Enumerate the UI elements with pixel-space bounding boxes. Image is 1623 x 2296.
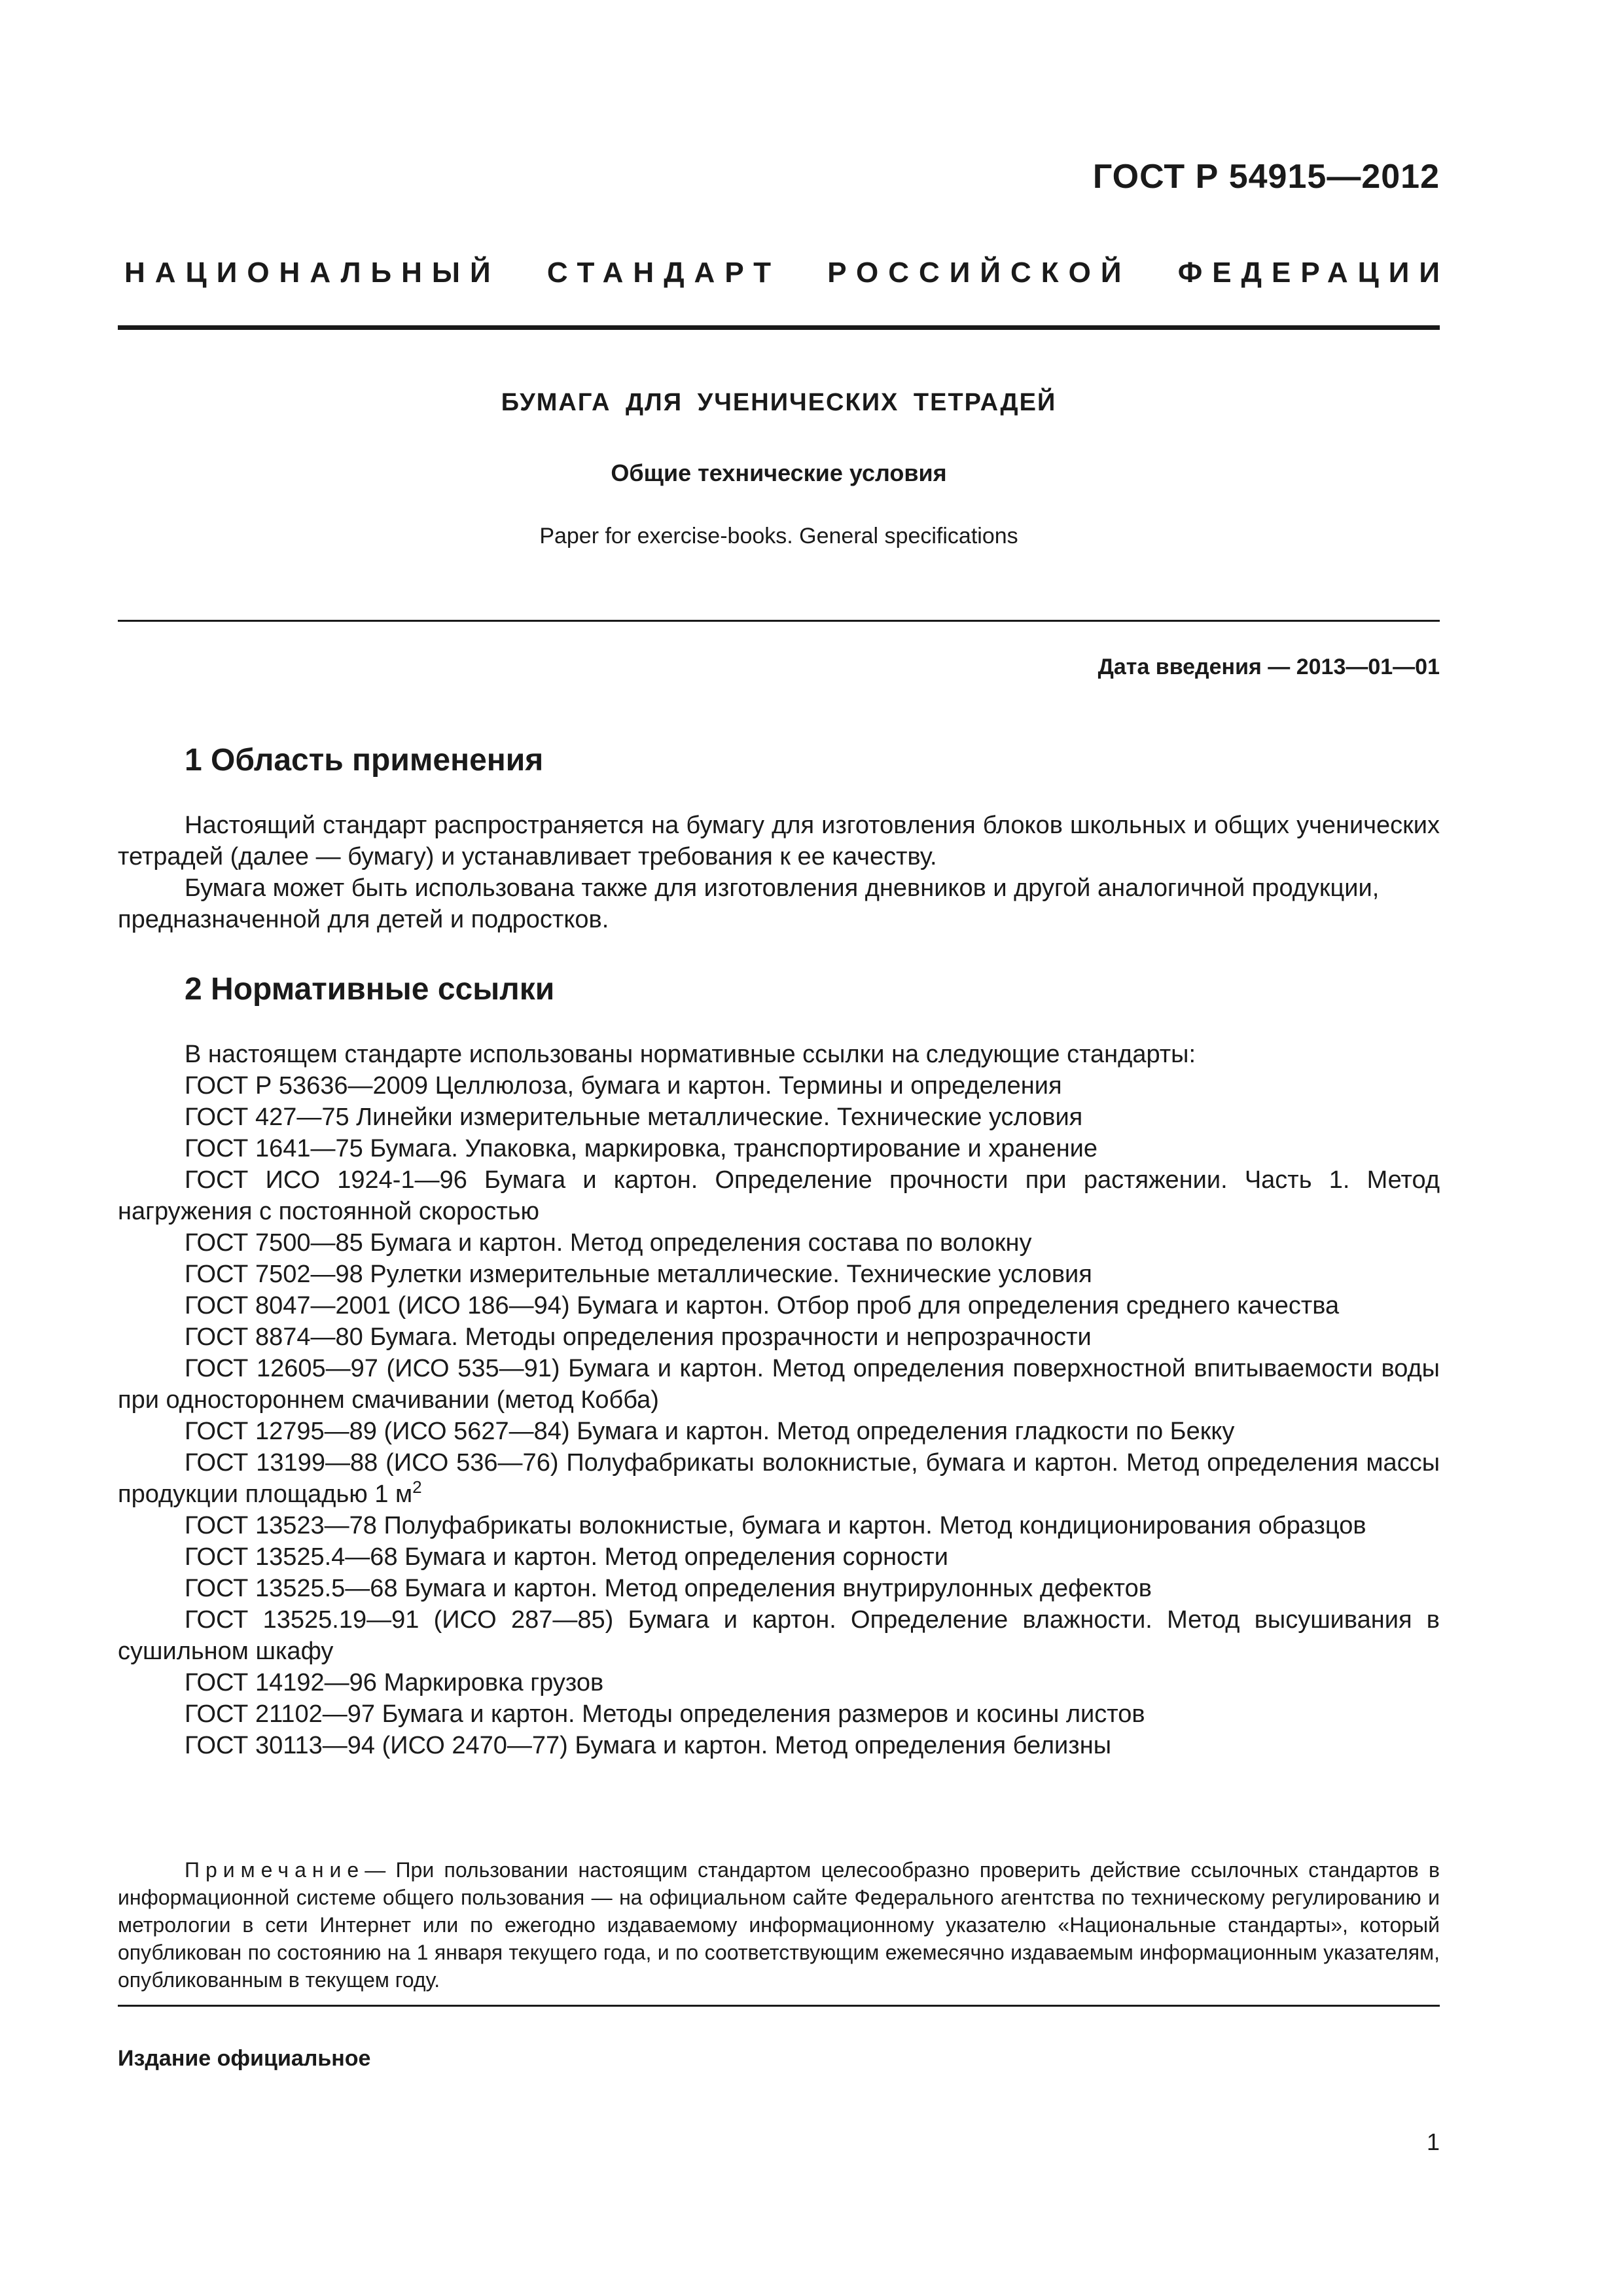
reference-item: ГОСТ 13523—78 Полуфабрикаты волокнистые, бумага и картон. Метод кондиционирования образцов [185,1512,1366,1539]
reference-item: ГОСТ Р 53636—2009 Целлюлоза, бумага и картон. Термины и определения [185,1072,1062,1100]
section-2-body [118,1039,1440,1761]
reference-text: ГОСТ 13199—88 (ИСО 536—76) Полуфабрикаты волокнистые, бумага и картон. Метод определения массы продукции площадью 1 м [118,1449,1440,1508]
footer-rule [118,2005,1440,2007]
banner-word: СТАНДАРТ [546,257,781,289]
introduction-date: Дата введения — 2013—01—01 [1097,655,1440,679]
paragraph: Бумага может быть использована также для изготовления дневников и другой аналогичной продукции, предназначенной для детей и подростков. [118,874,1380,933]
document-subtitle: Общие технические условия [611,459,947,486]
reference-item: ГОСТ 21102—97 Бумага и картон. Методы определения размеров и косины листов [185,1700,1145,1728]
reference-item: ГОСТ 427—75 Линейки измерительные металлические. Технические условия [185,1103,1083,1131]
english-title: Paper for exercise-books. General specifications [539,524,1018,548]
superscript: 2 [412,1477,422,1497]
reference-item: ГОСТ ИСО 1924-1—96 Бумага и картон. Определение прочности при растяжении. Часть 1. Метод нагружения с постоянной скоростью [118,1166,1440,1225]
document-code: ГОСТ Р 54915—2012 [1092,158,1440,196]
reference-item: ГОСТ 12605—97 (ИСО 535—91) Бумага и картон. Метод определения поверхностной впитываемости воды при одностороннем смачивании (метод Кобба) [118,1355,1440,1414]
section-1-body [118,810,1440,935]
reference-item: ГОСТ 8047—2001 (ИСО 186—94) Бумага и картон. Отбор проб для определения среднего качества [185,1292,1340,1319]
reference-item: ГОСТ 13525.4—68 Бумага и картон. Метод определения сорности [185,1543,948,1571]
reference-item: ГОСТ 7500—85 Бумага и картон. Метод определения состава по волокну [185,1229,1032,1257]
reference-item: ГОСТ 7502—98 Рулетки измерительные металлические. Технические условия [185,1261,1092,1288]
references-intro: В настоящем стандарте использованы нормативные ссылки на следующие стандарты: [185,1041,1196,1068]
reference-item: ГОСТ 30113—94 (ИСО 2470—77) Бумага и картон. Метод определения белизны [185,1732,1112,1759]
banner-word: ФЕДЕРАЦИИ [1177,257,1450,289]
section-2-heading: 2 Нормативные ссылки [185,972,555,1007]
reference-item: ГОСТ 12795—89 (ИСО 5627—84) Бумага и картон. Метод определения гладкости по Бекку [185,1418,1235,1445]
banner-word: РОССИЙСКОЙ [827,257,1132,289]
paragraph: Настоящий стандарт распространяется на бумагу для изготовления блоков школьных и общих ученических тетрадей (далее — бумагу) и устанавливает требования к ее качеству. [118,812,1440,870]
note-text: — При пользовании настоящим стандартом целесообразно проверить действие ссылочных стандартов в информационной системе общего пользования — на официальном сайте Федерального агентства по техническому регулированию и метрологии в сети Интернет или по ежегодно издаваемому информационному указателю «Национальные стандарты», который опубликован по состоянию на 1 января текущего года, и по соответствующим ежемесячно издаваемым информационным указателям, опубликованным в текущем году. [118,1858,1440,1992]
page-number: 1 [1426,2128,1440,2155]
reference-item: ГОСТ 13525.5—68 Бумага и картон. Метод определения внутрирулонных дефектов [185,1575,1152,1602]
reference-item [118,1447,1440,1510]
reference-item: ГОСТ 1641—75 Бумага. Упаковка, маркировка, транспортирование и хранение [185,1135,1098,1162]
banner-word: НАЦИОНАЛЬНЫЙ [124,257,501,289]
document-title: БУМАГА ДЛЯ УЧЕНИЧЕСКИХ ТЕТРАДЕЙ [501,389,1057,416]
title-rule [118,620,1440,622]
reference-item: ГОСТ 14192—96 Маркировка грузов [185,1669,604,1696]
note-label: Примечание [185,1858,365,1882]
section-1-heading: 1 Область применения [185,743,544,778]
reference-item: ГОСТ 13525.19—91 (ИСО 287—85) Бумага и картон. Определение влажности. Метод высушивания в сушильном шкафу [118,1606,1440,1665]
edition-label: Издание официальное [118,2046,371,2071]
note [118,1856,1440,1994]
reference-item: ГОСТ 8874—80 Бумага. Методы определения прозрачности и непрозрачности [185,1323,1092,1351]
header-rule [118,325,1440,330]
national-standard-banner [124,257,1450,289]
